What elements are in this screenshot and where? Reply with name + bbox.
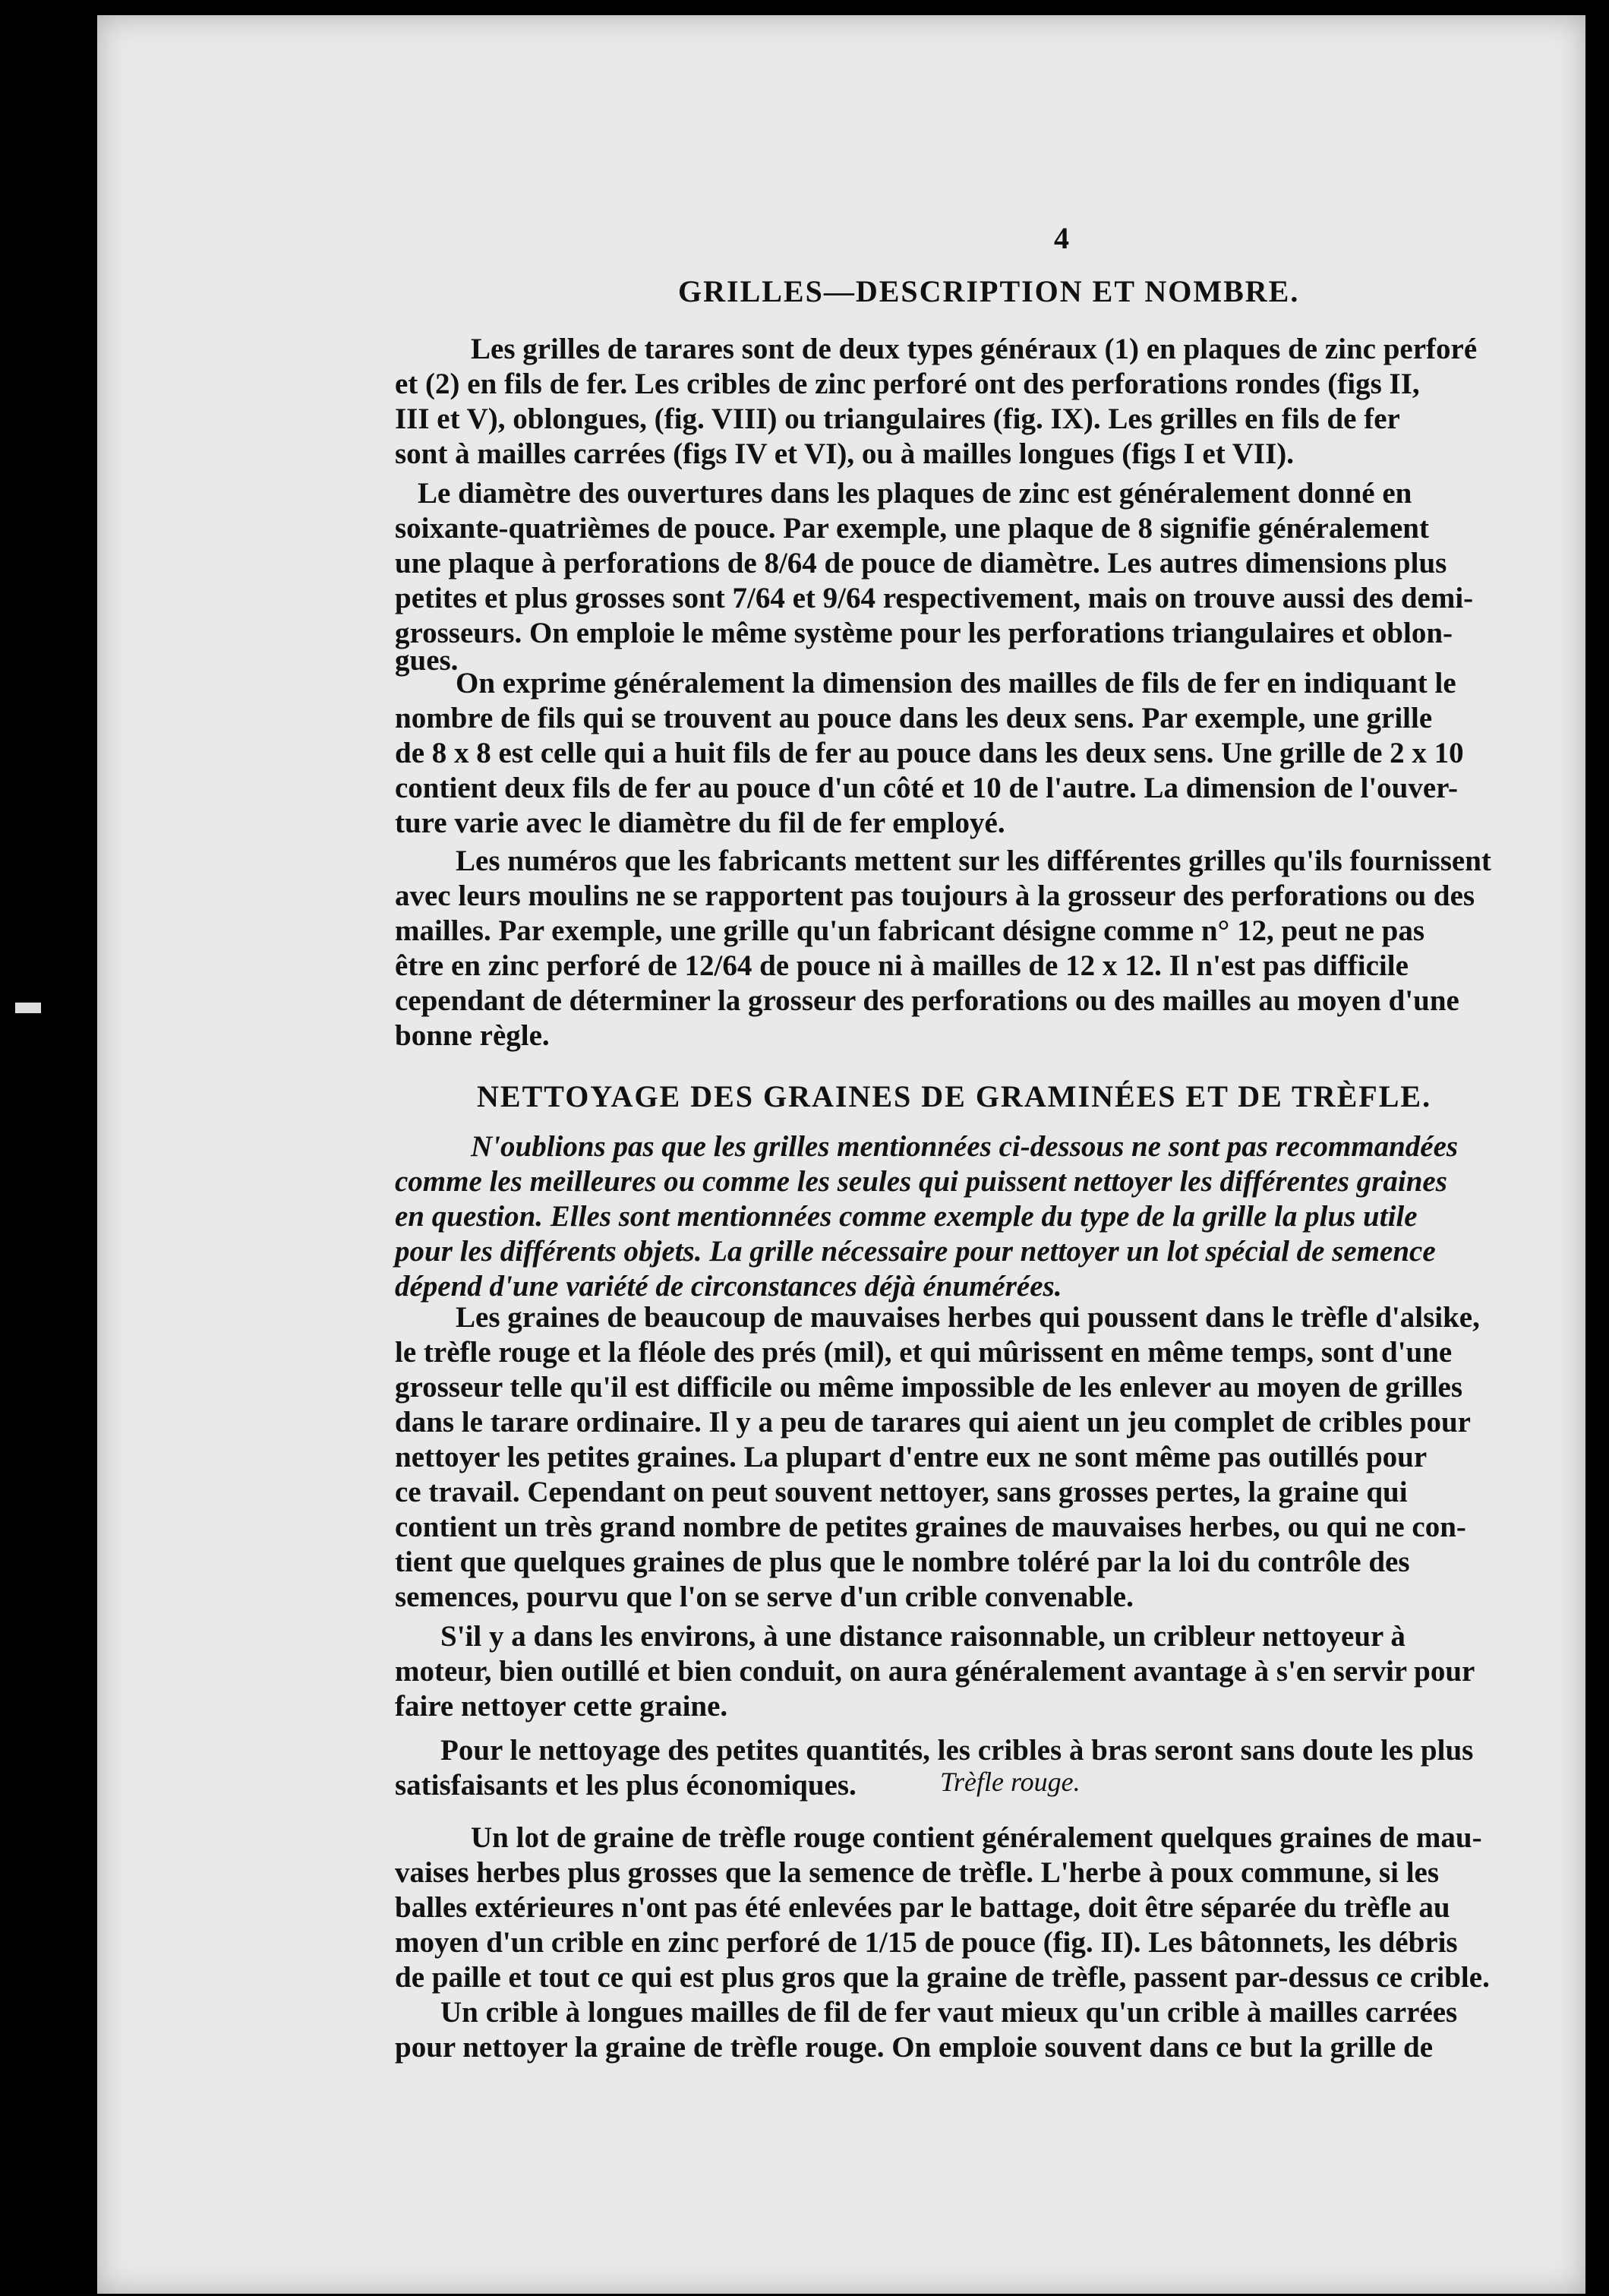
text-line: ce travail. Cependant on peut souvent nettoyer, sans grosses pertes, la graine qui bbox=[395, 1476, 1408, 1508]
text-line: On exprime généralement la dimension des mailles de fils de fer en indiquant le bbox=[456, 667, 1456, 700]
text-line: en question. Elles sont mentionnées comme exemple du type de la grille la plus utile bbox=[395, 1200, 1418, 1233]
text-line: III et V), oblongues, (fig. VIII) ou triangulaires (fig. IX). Les grilles en fils de fer bbox=[395, 403, 1400, 435]
text-line: tient que quelques graines de plus que le nombre toléré par la loi du contrôle des bbox=[395, 1546, 1410, 1578]
text-line: vaises herbes plus grosses que la semence de trèfle. L'herbe à poux commune, si les bbox=[395, 1856, 1440, 1889]
text-line: N'oublions pas que les grilles mentionnées ci-dessous ne sont pas recommandées bbox=[471, 1130, 1459, 1163]
text-line: sont à mailles carrées (figs IV et VI), ou à mailles longues (figs I et VII). bbox=[395, 437, 1294, 470]
text-line: Pour le nettoyage des petites quantités, les cribles à bras seront sans doute les plus bbox=[440, 1734, 1474, 1767]
text-line: moyen d'un crible en zinc perforé de 1/15 de pouce (fig. II). Les bâtonnets, les débris bbox=[395, 1926, 1458, 1959]
text-line: satisfaisants et les plus économiques. bbox=[395, 1769, 857, 1802]
text-line: bonne règle. bbox=[395, 1019, 550, 1052]
section-heading-nettoyage: NETTOYAGE DES GRAINES DE GRAMINÉES ET DE TRÈFLE. bbox=[477, 1079, 1432, 1113]
text-line: grosseurs. On emploie le même système pour les perforations triangulaires et oblon- bbox=[395, 617, 1453, 649]
text-line: contient un très grand nombre de petites graines de mauvaises herbes, ou qui ne con- bbox=[395, 1511, 1466, 1543]
text-line: et (2) en fils de fer. Les cribles de zinc perforé ont des perforations rondes (figs II, bbox=[395, 368, 1420, 400]
text-line: Les numéros que les fabricants mettent sur les différentes grilles qu'ils fournissent bbox=[456, 845, 1491, 877]
text-line: comme les meilleures ou comme les seules qui puissent nettoyer les différentes graines bbox=[395, 1165, 1447, 1198]
text-line: avec leurs moulins ne se rapportent pas toujours à la grosseur des perforations ou des bbox=[395, 880, 1475, 912]
text-line: semences, pourvu que l'on se serve d'un crible convenable. bbox=[395, 1581, 1134, 1613]
text-line: dépend d'une variété de circonstances déjà énumérées. bbox=[395, 1270, 1062, 1303]
text-line: contient deux fils de fer au pouce d'un côté et 10 de l'autre. La dimension de l'ouver- bbox=[395, 772, 1459, 804]
text-line: gues. bbox=[395, 644, 459, 677]
text-line: moteur, bien outillé et bien conduit, on aura généralement avantage à s'en servir pour bbox=[395, 1655, 1475, 1688]
text-line: Un lot de graine de trèfle rouge contient généralement quelques graines de mau- bbox=[471, 1821, 1482, 1854]
text-line: balles extérieures n'ont pas été enlevées par le battage, doit être séparée du trèfle au bbox=[395, 1891, 1450, 1924]
text-line: une plaque à perforations de 8/64 de pouce de diamètre. Les autres dimensions plus bbox=[395, 547, 1447, 580]
text-line: dans le tarare ordinaire. Il y a peu de tarares qui aient un jeu complet de cribles pour bbox=[395, 1406, 1471, 1439]
text-line: pour les différents objets. La grille nécessaire pour nettoyer un lot spécial de semence bbox=[395, 1235, 1436, 1268]
section-heading-grilles: GRILLES—DESCRIPTION ET NOMBRE. bbox=[678, 274, 1300, 308]
subheading-trefle-rouge: Trèfle rouge. bbox=[940, 1767, 1081, 1797]
scan-artifact bbox=[15, 1003, 41, 1013]
text-line: S'il y a dans les environs, à une distance raisonnable, un cribleur nettoyeur à bbox=[440, 1620, 1406, 1653]
text-line: Les grilles de tarares sont de deux types généraux (1) en plaques de zinc perforé bbox=[471, 333, 1478, 365]
text-line: nettoyer les petites graines. La plupart d'entre eux ne sont même pas outillés pour bbox=[395, 1441, 1428, 1473]
text-line: grosseur telle qu'il est difficile ou même impossible de les enlever au moyen de grilles bbox=[395, 1371, 1463, 1404]
text-line: ture varie avec le diamètre du fil de fer employé. bbox=[395, 807, 1005, 839]
text-line: Les graines de beaucoup de mauvaises herbes qui poussent dans le trèfle d'alsike, bbox=[456, 1301, 1480, 1334]
text-line: faire nettoyer cette graine. bbox=[395, 1690, 728, 1723]
text-line: mailles. Par exemple, une grille qu'un fabricant désigne comme n° 12, peut ne pas bbox=[395, 914, 1425, 947]
text-line: de paille et tout ce qui est plus gros que la graine de trèfle, passent par-dessus ce crible. bbox=[395, 1961, 1490, 1994]
page-number: 4 bbox=[1054, 221, 1069, 255]
text-line: de 8 x 8 est celle qui a huit fils de fer au pouce dans les deux sens. Une grille de 2 x 10 bbox=[395, 737, 1464, 769]
scanned-page bbox=[97, 15, 1585, 2294]
text-line: Un crible à longues mailles de fil de fer vaut mieux qu'un crible à mailles carrées bbox=[440, 1996, 1458, 2029]
text-line: Le diamètre des ouvertures dans les plaques de zinc est généralement donné en bbox=[418, 477, 1412, 510]
text-line: nombre de fils qui se trouvent au pouce dans les deux sens. Par exemple, une grille bbox=[395, 702, 1433, 734]
text-line: cependant de déterminer la grosseur des perforations ou des mailles au moyen d'une bbox=[395, 984, 1459, 1017]
text-line: être en zinc perforé de 12/64 de pouce ni à mailles de 12 x 12. Il n'est pas difficile bbox=[395, 949, 1409, 982]
text-line: soixante-quatrièmes de pouce. Par exemple, une plaque de 8 signifie généralement bbox=[395, 512, 1429, 545]
text-line: petites et plus grosses sont 7/64 et 9/64 respectivement, mais on trouve aussi des demi- bbox=[395, 582, 1474, 614]
text-line: pour nettoyer la graine de trèfle rouge. On emploie souvent dans ce but la grille de bbox=[395, 2031, 1434, 2064]
text-line: le trèfle rouge et la fléole des prés (mil), et qui mûrissent en même temps, sont d'une bbox=[395, 1336, 1453, 1369]
